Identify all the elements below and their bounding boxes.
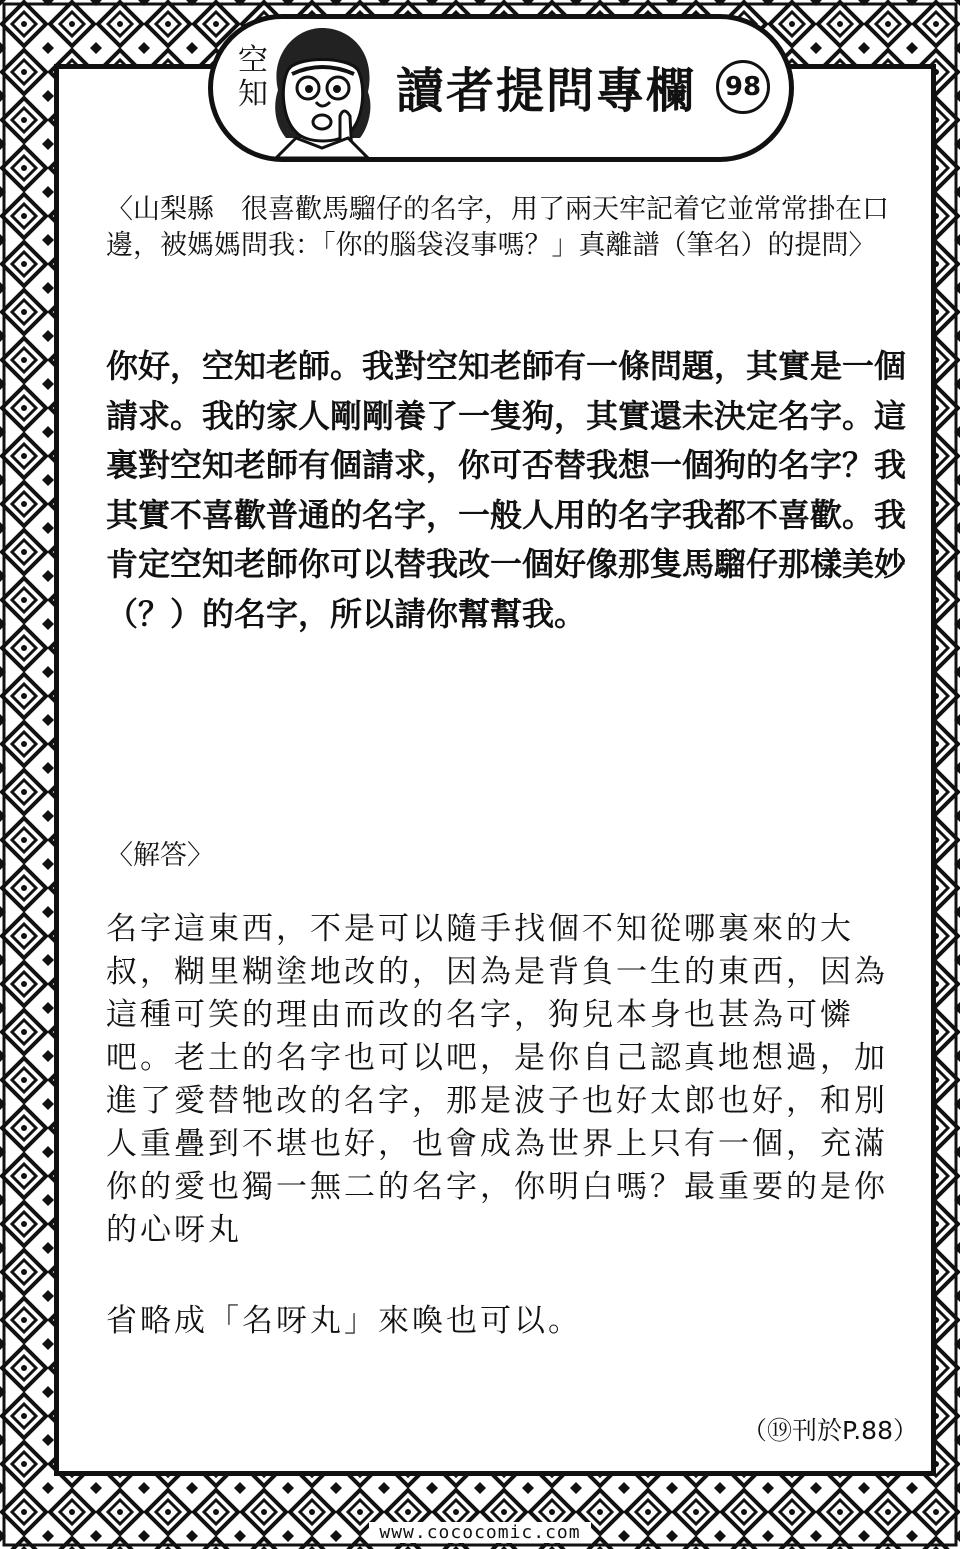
watermark-text: www.cococomic.com <box>369 1522 590 1543</box>
author-answer: 名字這東西，不是可以隨手找個不知從哪裏來的大叔，糊里糊塗地改的，因為是背負一生的東西，因為這種可笑的理由而改的名字，狗兒本身也甚為可憐吧。老土的名字也可以吧，是你自己認真地想過，加進了愛替牠改的名字，那是波子也好太郎也好，和別人重疊到不堪也好，也會成為世界上只有一個，充滿你的愛也獨一無二的名字，你明白嗎？最重要的是你的心呀丸 <box>106 911 888 1248</box>
site-watermark <box>0 1522 960 1543</box>
gorilla-face-mascot-icon <box>256 20 388 158</box>
page-title: 讀者提問專欄 <box>396 63 697 119</box>
content-panel <box>54 64 936 1476</box>
column-number-badge: 98 <box>716 60 770 114</box>
author-answer-postscript: 省略成「名呀丸」來喚也可以。 <box>106 1303 582 1339</box>
header-author-label: 空知 <box>238 43 268 112</box>
next-issue-footnote: （⑲刊於P.88） <box>742 1416 918 1445</box>
asker-info: 〈山梨縣 很喜歡馬騮仔的名字，用了兩天牢記着它並常常掛在口邊，被媽媽問我：「你的腦袋沒事嗎？」真離譜（筆名）的提問〉 <box>106 194 889 261</box>
answer-label: 〈解答〉 <box>106 840 214 871</box>
reader-question: 你好，空知老師。我對空知老師有一條問題，其實是一個請求。我的家人剛剛養了一隻狗，其實還未決定名字。這裏對空知老師有個請求，你可否替我想一個狗的名字？我其實不喜歡普通的名字，一般人用的名字我都不喜歡。我肯定空知老師你可以替我改一個好像那隻馬騮仔那樣美妙（？）的名字，所以請你幫幫我。 <box>106 347 907 633</box>
